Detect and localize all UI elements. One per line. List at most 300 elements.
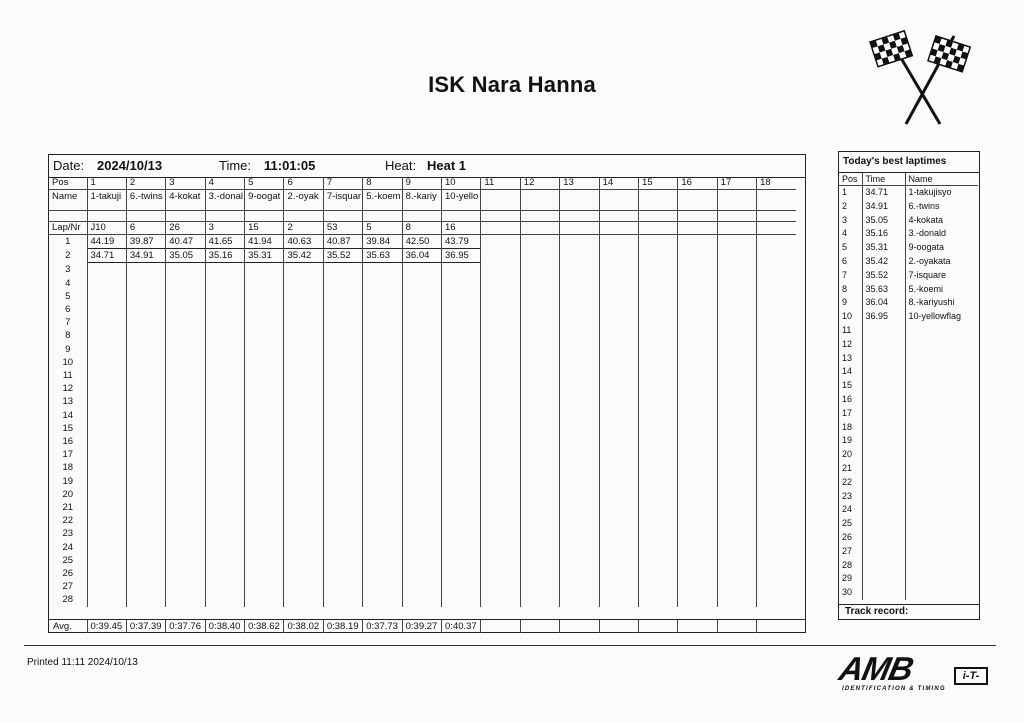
driver-name: 1-takuji — [87, 190, 126, 211]
lap-time — [599, 263, 638, 277]
lap-time — [481, 527, 520, 540]
best-time: 36.95 — [862, 310, 905, 324]
lap-number: 10 — [62, 356, 74, 368]
lap-time — [166, 356, 205, 369]
lap-row — [49, 567, 796, 580]
kart-number-row — [49, 222, 796, 235]
best-time — [862, 448, 905, 462]
lap-time — [560, 567, 599, 580]
best-pos: 8 — [842, 283, 848, 294]
lap-time — [638, 501, 677, 514]
lap-time — [166, 475, 205, 488]
lap-time — [560, 395, 599, 408]
best-time — [862, 365, 905, 379]
spacer-cell — [481, 211, 520, 222]
lap-time: 35.52 — [323, 249, 362, 263]
lap-time — [442, 541, 481, 554]
average-time — [757, 620, 797, 633]
lap-time — [638, 448, 677, 461]
lap-time — [323, 409, 362, 422]
lap-time — [402, 422, 441, 435]
lap-time — [717, 554, 756, 567]
lap-time — [284, 369, 323, 382]
best-name — [905, 462, 978, 476]
best-time — [862, 476, 905, 490]
lap-time — [126, 409, 165, 422]
lap-time — [205, 382, 244, 395]
lap-time — [717, 235, 756, 249]
lap-time — [245, 435, 284, 448]
lap-time: 34.71 — [87, 249, 126, 263]
kart-number: 15 — [245, 222, 284, 235]
lap-number: 19 — [62, 475, 74, 487]
average-table — [49, 620, 796, 633]
lap-time — [757, 277, 797, 290]
pos-header: 11 — [481, 177, 520, 190]
lap-time — [638, 541, 677, 554]
best-pos: 19 — [842, 435, 853, 446]
lap-time — [481, 303, 520, 316]
lap-time — [717, 488, 756, 501]
best-row — [839, 559, 978, 573]
pos-header: 9 — [402, 177, 441, 190]
kart-number: 6 — [126, 222, 165, 235]
driver-name — [678, 190, 717, 211]
best-name — [905, 545, 978, 559]
lap-time — [245, 277, 284, 290]
lap-row — [49, 593, 796, 606]
lap-time — [363, 422, 402, 435]
lap-time — [87, 303, 126, 316]
lap-time — [166, 554, 205, 567]
lap-time — [323, 475, 362, 488]
lap-time — [87, 369, 126, 382]
lap-times-table — [48, 154, 806, 633]
kart-number — [560, 222, 599, 235]
driver-name: 3.-donal — [205, 190, 244, 211]
lap-time — [205, 488, 244, 501]
lap-time — [323, 329, 362, 342]
lap-time — [126, 329, 165, 342]
average-time: 0:38.40 — [205, 620, 244, 633]
average-time — [638, 620, 677, 633]
lap-time — [87, 593, 126, 606]
lap-time — [599, 382, 638, 395]
lap-time — [678, 329, 717, 342]
lap-time — [284, 501, 323, 514]
lap-time — [284, 316, 323, 329]
lap-time — [599, 448, 638, 461]
best-time: 35.42 — [862, 255, 905, 269]
lap-time — [757, 514, 797, 527]
lap-number: 7 — [65, 317, 71, 329]
lap-time — [284, 263, 323, 277]
lap-time — [87, 541, 126, 554]
lap-time — [560, 501, 599, 514]
amb-logo — [836, 650, 990, 692]
lap-time — [520, 369, 559, 382]
best-time — [862, 572, 905, 586]
lap-time: 35.05 — [166, 249, 205, 263]
lap-time — [284, 277, 323, 290]
lap-time — [638, 303, 677, 316]
lap-time — [678, 567, 717, 580]
lap-time: 40.63 — [284, 235, 323, 249]
lap-time — [717, 422, 756, 435]
lap-time — [520, 514, 559, 527]
lap-time — [560, 343, 599, 356]
driver-name — [599, 190, 638, 211]
lap-time — [678, 580, 717, 593]
lap-number: 3 — [65, 264, 71, 276]
kart-number: 53 — [323, 222, 362, 235]
lap-time — [599, 290, 638, 303]
lap-time — [87, 448, 126, 461]
lap-time — [757, 422, 797, 435]
lap-time — [717, 263, 756, 277]
best-pos: 29 — [842, 573, 853, 584]
best-time — [862, 324, 905, 338]
best-time — [862, 490, 905, 504]
lap-time: 44.19 — [87, 235, 126, 249]
lap-time — [520, 249, 559, 263]
best-name: 3.-donald — [905, 227, 978, 241]
lap-time — [402, 277, 441, 290]
lap-time — [284, 475, 323, 488]
lap-time — [678, 593, 717, 606]
lap-time — [402, 435, 441, 448]
best-row — [839, 324, 978, 338]
lap-time — [442, 382, 481, 395]
lap-row — [49, 235, 796, 249]
best-time — [862, 338, 905, 352]
best-row — [839, 214, 978, 228]
lap-time — [520, 329, 559, 342]
lap-time — [284, 329, 323, 342]
lap-row — [49, 290, 796, 303]
lap-time — [599, 435, 638, 448]
lap-time — [442, 554, 481, 567]
lap-time — [284, 514, 323, 527]
lap-time — [166, 422, 205, 435]
lap-time — [757, 329, 797, 342]
driver-name: 7-isquar — [323, 190, 362, 211]
lap-time — [520, 409, 559, 422]
lap-time — [442, 580, 481, 593]
lap-time — [87, 527, 126, 540]
lap-time — [166, 448, 205, 461]
best-name — [905, 531, 978, 545]
lap-time — [323, 395, 362, 408]
lap-time — [166, 303, 205, 316]
lap-number: 20 — [62, 488, 74, 500]
kart-number — [678, 222, 717, 235]
lap-time — [363, 329, 402, 342]
lap-time — [638, 395, 677, 408]
lap-time — [87, 435, 126, 448]
average-time: 0:40.37 — [442, 620, 481, 633]
best-pos: 9 — [842, 297, 848, 308]
best-pos: 25 — [842, 518, 853, 529]
lap-time — [678, 316, 717, 329]
lap-time — [757, 249, 797, 263]
best-name — [905, 586, 978, 600]
lap-time — [323, 527, 362, 540]
best-time: 34.71 — [862, 186, 905, 200]
lap-number: 27 — [62, 581, 74, 593]
pos-header: 6 — [284, 177, 323, 190]
lap-time — [560, 369, 599, 382]
lap-time — [363, 395, 402, 408]
lap-time: 36.95 — [442, 249, 481, 263]
lap-time — [599, 409, 638, 422]
best-row — [839, 365, 978, 379]
lap-time — [363, 580, 402, 593]
best-row — [839, 448, 978, 462]
lap-time — [126, 541, 165, 554]
lap-time — [481, 461, 520, 474]
lap-time — [442, 567, 481, 580]
lap-time — [678, 554, 717, 567]
lap-time — [560, 303, 599, 316]
lap-time — [166, 329, 205, 342]
lap-number: 11 — [62, 370, 73, 382]
lap-time — [717, 382, 756, 395]
lap-time — [205, 303, 244, 316]
best-name — [905, 434, 978, 448]
lap-time — [323, 435, 362, 448]
lap-time — [717, 461, 756, 474]
lap-row — [49, 422, 796, 435]
lap-time — [245, 501, 284, 514]
lap-time — [678, 488, 717, 501]
average-time — [678, 620, 717, 633]
spacer-cell — [717, 211, 756, 222]
lap-time — [481, 343, 520, 356]
best-pos: 23 — [842, 490, 853, 501]
lap-time — [638, 249, 677, 263]
best-time: 35.16 — [862, 227, 905, 241]
best-time: 36.04 — [862, 296, 905, 310]
best-name — [905, 517, 978, 531]
lap-time — [481, 277, 520, 290]
lap-time — [166, 593, 205, 606]
lap-time — [402, 316, 441, 329]
lap-time — [678, 435, 717, 448]
driver-name: 6.-twins — [126, 190, 165, 211]
lap-time — [560, 475, 599, 488]
lap-time — [717, 277, 756, 290]
lap-time — [363, 593, 402, 606]
lap-time — [284, 593, 323, 606]
average-time: 0:38.02 — [284, 620, 323, 633]
lap-time — [166, 461, 205, 474]
lap-time — [87, 422, 126, 435]
lap-time — [402, 369, 441, 382]
lap-time — [323, 422, 362, 435]
lap-time — [678, 422, 717, 435]
lap-time — [245, 475, 284, 488]
spacer-row — [49, 211, 796, 222]
lap-time — [442, 277, 481, 290]
lap-number: 17 — [62, 449, 74, 461]
page-title: ISK Nara Hanna — [428, 72, 596, 97]
spacer-cell — [442, 211, 481, 222]
lap-time — [126, 263, 165, 277]
pos-header: 17 — [717, 177, 756, 190]
lap-time — [166, 263, 205, 277]
lap-time — [520, 501, 559, 514]
lap-time — [87, 409, 126, 422]
best-time: 34.91 — [862, 200, 905, 214]
best-laptimes-table — [839, 173, 978, 600]
lap-time — [126, 475, 165, 488]
best-row — [839, 227, 978, 241]
lap-time — [245, 488, 284, 501]
lap-row — [49, 488, 796, 501]
kart-number: 5 — [363, 222, 402, 235]
spacer-cell — [166, 211, 205, 222]
lap-time — [166, 435, 205, 448]
lap-time — [599, 395, 638, 408]
lap-number: 26 — [62, 568, 74, 580]
kart-number: 2 — [284, 222, 323, 235]
lap-time — [245, 409, 284, 422]
best-time — [862, 434, 905, 448]
lap-time — [363, 514, 402, 527]
lap-time — [245, 329, 284, 342]
lap-time — [205, 527, 244, 540]
lap-time — [363, 303, 402, 316]
lap-time — [717, 329, 756, 342]
lap-time — [166, 514, 205, 527]
lap-time — [126, 422, 165, 435]
best-row — [839, 255, 978, 269]
lap-time — [323, 488, 362, 501]
lap-number: 23 — [62, 528, 74, 540]
lap-number: 4 — [65, 277, 71, 289]
lap-time: 39.84 — [363, 235, 402, 249]
best-row — [839, 517, 978, 531]
pos-header: 3 — [166, 177, 205, 190]
lap-time — [205, 514, 244, 527]
lap-time — [205, 409, 244, 422]
lap-time — [87, 263, 126, 277]
lap-time — [757, 409, 797, 422]
best-row — [839, 476, 978, 490]
lap-time — [599, 249, 638, 263]
lap-time — [520, 541, 559, 554]
lap-time — [599, 541, 638, 554]
lap-number: 8 — [65, 330, 71, 342]
lap-number: 25 — [62, 554, 74, 566]
lap-time — [520, 343, 559, 356]
lap-time: 35.16 — [205, 249, 244, 263]
lap-time — [599, 277, 638, 290]
lap-time — [87, 329, 126, 342]
lap-time — [599, 329, 638, 342]
lap-time — [638, 382, 677, 395]
lap-time — [520, 235, 559, 249]
lap-time — [560, 249, 599, 263]
lap-time — [166, 409, 205, 422]
lap-time — [205, 541, 244, 554]
amb-logo-badge: i-T- — [954, 667, 988, 685]
lap-time — [323, 501, 362, 514]
lap-row — [49, 277, 796, 290]
driver-name — [717, 190, 756, 211]
best-name: 8.-kariyushi — [905, 296, 978, 310]
lap-time — [481, 409, 520, 422]
lap-time — [638, 461, 677, 474]
lap-time — [560, 541, 599, 554]
lap-time — [717, 356, 756, 369]
lap-time — [87, 316, 126, 329]
best-time: 35.52 — [862, 269, 905, 283]
lap-time — [166, 501, 205, 514]
average-time: 0:39.27 — [402, 620, 441, 633]
kart-number: 16 — [442, 222, 481, 235]
printed-timestamp: Printed 11:11 2024/10/13 — [27, 657, 138, 668]
best-pos: 14 — [842, 366, 853, 377]
driver-name — [520, 190, 559, 211]
lap-number: 14 — [62, 409, 74, 421]
best-laptimes-panel — [838, 151, 980, 620]
lap-time — [323, 316, 362, 329]
best-time — [862, 531, 905, 545]
lap-time — [442, 475, 481, 488]
lap-number: 12 — [62, 383, 74, 395]
lap-time — [205, 461, 244, 474]
best-row — [839, 283, 978, 297]
best-name — [905, 379, 978, 393]
lap-time — [560, 435, 599, 448]
lap-time — [166, 580, 205, 593]
lap-time — [126, 316, 165, 329]
lap-time — [205, 475, 244, 488]
lap-time — [245, 303, 284, 316]
lap-row — [49, 263, 796, 277]
lap-time — [205, 435, 244, 448]
lap-time — [284, 435, 323, 448]
lap-time — [245, 316, 284, 329]
lap-time — [442, 461, 481, 474]
lap-time — [717, 593, 756, 606]
best-row — [839, 531, 978, 545]
lap-time — [166, 290, 205, 303]
heat-label: Heat: — [385, 158, 417, 173]
lap-time — [757, 303, 797, 316]
lap-time — [442, 527, 481, 540]
best-row — [839, 241, 978, 255]
best-pos: 2 — [842, 200, 848, 211]
best-pos: 28 — [842, 559, 853, 570]
name-row — [49, 190, 796, 211]
best-time: 35.05 — [862, 214, 905, 228]
lap-time — [757, 541, 797, 554]
average-time — [717, 620, 756, 633]
lap-time — [678, 235, 717, 249]
best-name — [905, 421, 978, 435]
lap-time — [678, 249, 717, 263]
best-name — [905, 572, 978, 586]
lap-row — [49, 395, 796, 408]
lap-number: 22 — [62, 515, 74, 527]
lap-time — [363, 290, 402, 303]
lap-time — [323, 303, 362, 316]
lap-time — [520, 593, 559, 606]
lap-time — [560, 382, 599, 395]
